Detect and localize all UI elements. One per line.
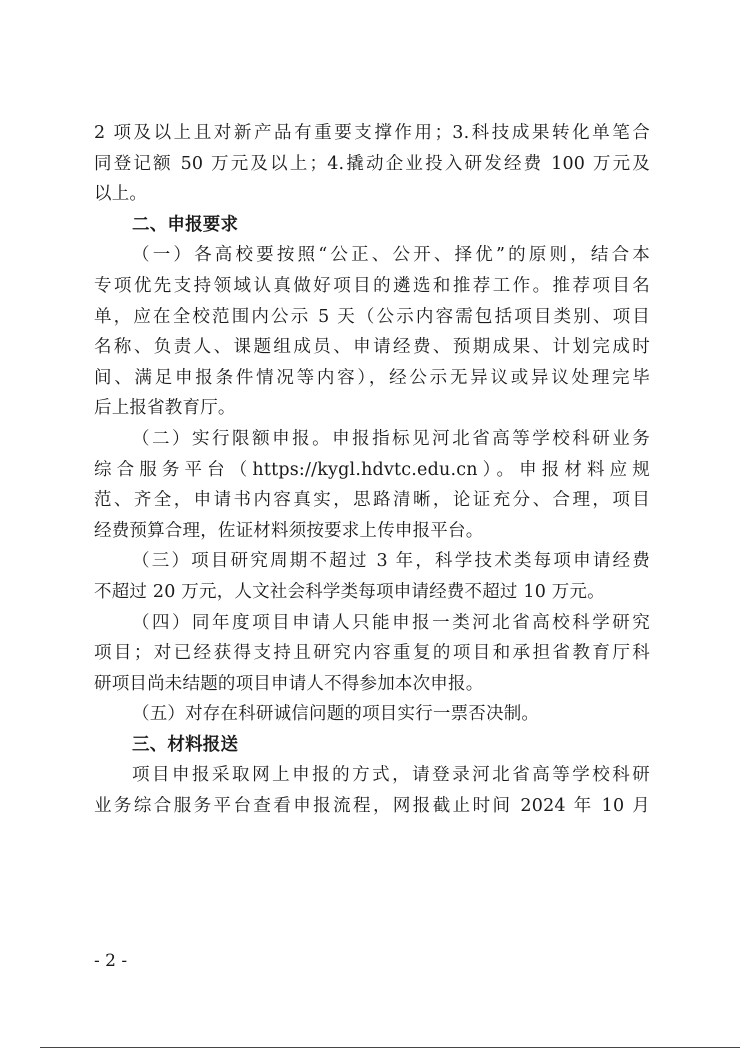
page-number: - 2 - — [94, 951, 128, 971]
text-line: 间、满足申报条件情况等内容），经公示无异议或异议处理完毕 — [94, 367, 650, 388]
section-heading: 二、申报要求 — [132, 214, 239, 235]
text-line: （四）同年度项目申请人只能申报一类河北省高校科学研究 — [132, 612, 650, 633]
text-line: 同登记额 50 万元及以上；4.撬动企业投入研发经费 100 万元及 — [94, 153, 650, 174]
text-line: （二）实行限额申报。申报指标见河北省高等学校科研业务 — [132, 428, 650, 449]
text-line: 综合服务平台（https://kygl.hdvtc.edu.cn）。申报材料应规 — [94, 459, 650, 480]
text-line: 项目；对已经获得支持且研究内容重复的项目和承担省教育厅科 — [94, 643, 650, 664]
body-text — [94, 118, 650, 822]
text-line: 研项目尚未结题的项目申请人不得参加本次申报。 — [94, 673, 484, 694]
section-heading: 三、材料报送 — [132, 734, 239, 755]
text-line: 名称、负责人、课题组成员、申请经费、预期成果、计划完成时 — [94, 337, 650, 358]
text-line: 专项优先支持领域认真做好项目的遴选和推荐工作。推荐项目名 — [94, 275, 650, 296]
text-line: 后上报省教育厅。 — [94, 398, 236, 419]
text-line: 经费预算合理，佐证材料须按要求上传申报平台。 — [94, 520, 484, 541]
text-line: 项目申报采取网上申报的方式，请登录河北省高等学校科研 — [132, 765, 650, 786]
bottom-divider — [40, 1047, 740, 1048]
text-line: 不超过 20 万元，人文社会科学类每项申请经费不超过 10 万元。 — [94, 581, 605, 602]
text-line: 业务综合服务平台查看申报流程，网报截止时间 2024 年 10 月 — [94, 796, 650, 817]
text-line: （三）项目研究周期不超过 3 年，科学技术类每项申请经费 — [132, 551, 650, 572]
text-line: 单，应在全校范围内公示 5 天（公示内容需包括项目类别、项目 — [94, 306, 650, 327]
text-line: 2 项及以上且对新产品有重要支撑作用；3.科技成果转化单笔合 — [94, 123, 650, 143]
text-line: （五）对存在科研诚信问题的项目实行一票否决制。 — [132, 704, 540, 725]
text-line: 范、齐全，申请书内容真实，思路清晰，论证充分、合理，项目 — [94, 490, 650, 511]
text-line: 以上。 — [94, 184, 148, 205]
text-line: （一）各高校要按照“公正、公开、择优”的原则，结合本 — [132, 245, 650, 266]
